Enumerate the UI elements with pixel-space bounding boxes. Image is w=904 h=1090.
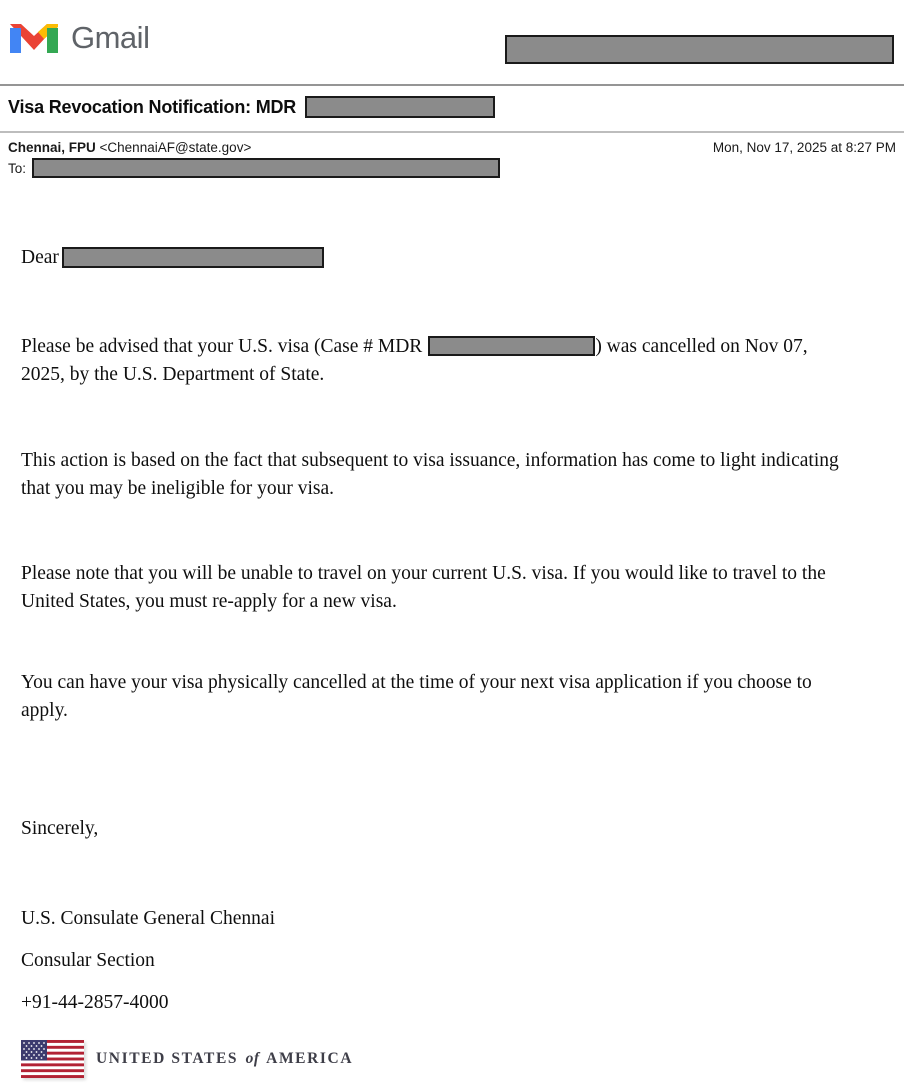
closing: Sincerely, xyxy=(21,818,99,839)
usa-seal-text-part2: AMERICA xyxy=(266,1050,354,1067)
email-subject: Visa Revocation Notification: MDR xyxy=(8,96,297,117)
paragraph-cancellation-after: ) was cancelled on Nov 07, 2025, by the U.S. Department of State. xyxy=(21,336,808,385)
salutation-row xyxy=(21,247,856,268)
paragraph-physical-cancellation: You can have your visa physically cancelled at the time of your next visa application if you choose to apply. xyxy=(21,672,812,721)
gmail-wordmark: Gmail xyxy=(71,19,150,55)
signature-section: Consular Section xyxy=(21,950,155,971)
redacted-case-number-body xyxy=(428,336,595,356)
usa-seal-text xyxy=(96,1050,353,1068)
redacted-case-number-subject xyxy=(305,96,495,118)
signature-org: U.S. Consulate General Chennai xyxy=(21,908,275,929)
to-label: To: xyxy=(8,160,27,176)
salutation: Dear xyxy=(21,246,59,268)
paragraph-reason: This action is based on the fact that subsequent to visa issuance, information has come to light indicating that you may be ineligible for your visa. xyxy=(21,450,839,499)
paragraph-cancellation-before: Please be advised that your U.S. visa (Case # MDR xyxy=(21,336,423,357)
header-divider-bottom xyxy=(0,131,904,133)
from-row xyxy=(8,140,896,155)
email-meta xyxy=(8,140,896,178)
paragraph-travel: Please note that you will be unable to travel on your current U.S. visa. If you would like to travel to the United States, you must re-apply for a new visa. xyxy=(21,563,826,612)
to-row xyxy=(8,158,896,178)
us-flag-icon xyxy=(21,1040,84,1078)
subject-row xyxy=(8,96,896,118)
gmail-logo xyxy=(10,16,149,59)
email-date: Mon, Nov 17, 2025 at 8:27 PM xyxy=(712,140,896,155)
paragraph-cancellation xyxy=(21,333,856,389)
header-divider-top xyxy=(0,84,904,86)
redacted-recipient xyxy=(32,158,500,178)
sender-email: <ChennaiAF@state.gov> xyxy=(99,140,252,155)
sender-name: Chennai, FPU xyxy=(8,140,96,155)
signature-phone: +91-44-2857-4000 xyxy=(21,992,169,1013)
sender xyxy=(8,140,251,155)
email-body xyxy=(21,247,856,1078)
redacted-account-info xyxy=(505,35,894,64)
gmail-m-icon xyxy=(10,16,58,59)
redacted-recipient-name xyxy=(62,247,324,268)
usa-seal-text-part1: UNITED STATES xyxy=(96,1050,239,1067)
usa-seal-row xyxy=(21,1040,856,1078)
usa-seal-text-of: of xyxy=(245,1050,260,1067)
